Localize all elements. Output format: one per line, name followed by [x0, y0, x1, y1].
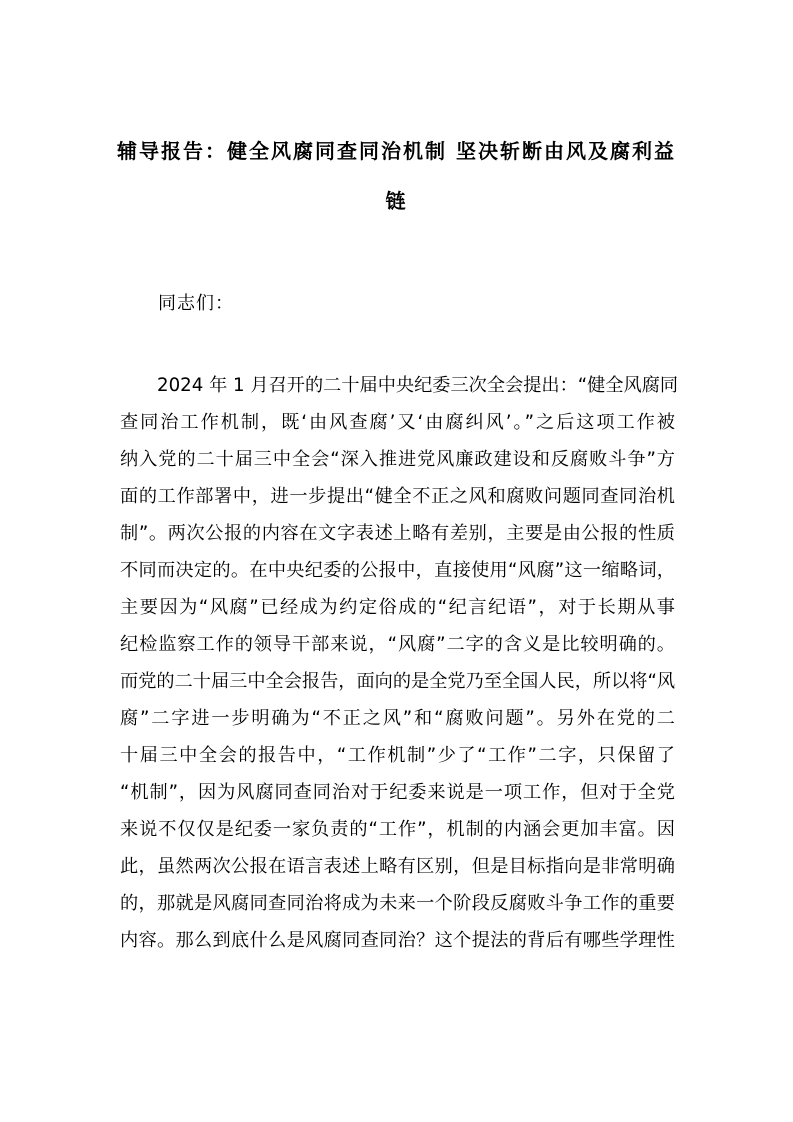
paragraph-line: 面的工作部署中，进一步提出“健全不正之风和腐败问题同查同治机 [120, 486, 675, 507]
title-line-2: 链 [385, 189, 408, 213]
paragraph-line: 查同治工作机制，既‘由风查腐’又‘由腐纠风’。”之后这项工作被 [120, 412, 675, 433]
paragraph-line: 而党的二十届三中全会报告，面向的是全党乃至全国人民，所以将“风 [120, 671, 676, 692]
paragraph-line: 内容。那么到底什么是风腐同查同治？这个提法的背后有哪些学理性 [120, 930, 675, 951]
paragraph-line: 制”。两次公报的内容在文字表述上略有差别，主要是由公报的性质 [120, 523, 675, 544]
paragraph-line: 的，那就是风腐同查同治将成为未来一个阶段反腐败斗争工作的重要 [120, 893, 675, 914]
paragraph-line: 腐”二字进一步明确为“不正之风”和“腐败问题”。另外在党的二 [120, 708, 675, 729]
paragraph-line: 此，虽然两次公报在语言表述上略有区别，但是目标指向是非常明确 [120, 856, 675, 877]
paragraph-line: 纳入党的二十届三中全会“深入推进党风廉政建设和反腐败斗争”方 [120, 449, 675, 470]
paragraph-line: 十届三中全会的报告中，“工作机制”少了“工作”二字，只保留了 [120, 745, 675, 766]
paragraph-line: 2024 年 1 月召开的二十届中央纪委三次全会提出：“健全风腐同 [157, 375, 679, 396]
greeting: 同志们： [158, 293, 234, 314]
paragraph-line: 不同而决定的。在中央纪委的公报中，直接使用“风腐”这一缩略词， [120, 560, 675, 581]
document-title [100, 126, 693, 226]
paragraph-line: 主要因为“风腐”已经成为约定俗成的“纪言纪语”，对于长期从事 [120, 597, 675, 618]
body-paragraph [120, 367, 679, 959]
paragraph-line: 来说不仅仅是纪委一家负责的“工作”，机制的内涵会更加丰富。因 [120, 819, 675, 840]
title-line-1: 辅导报告：健全风腐同查同治机制 坚决斩断由风及腐利益 [117, 139, 676, 163]
paragraph-line: “机制”，因为风腐同查同治对于纪委来说是一项工作，但对于全党 [120, 782, 675, 803]
paragraph-line: 纪检监察工作的领导干部来说，“风腐”二字的含义是比较明确的。 [120, 634, 675, 655]
